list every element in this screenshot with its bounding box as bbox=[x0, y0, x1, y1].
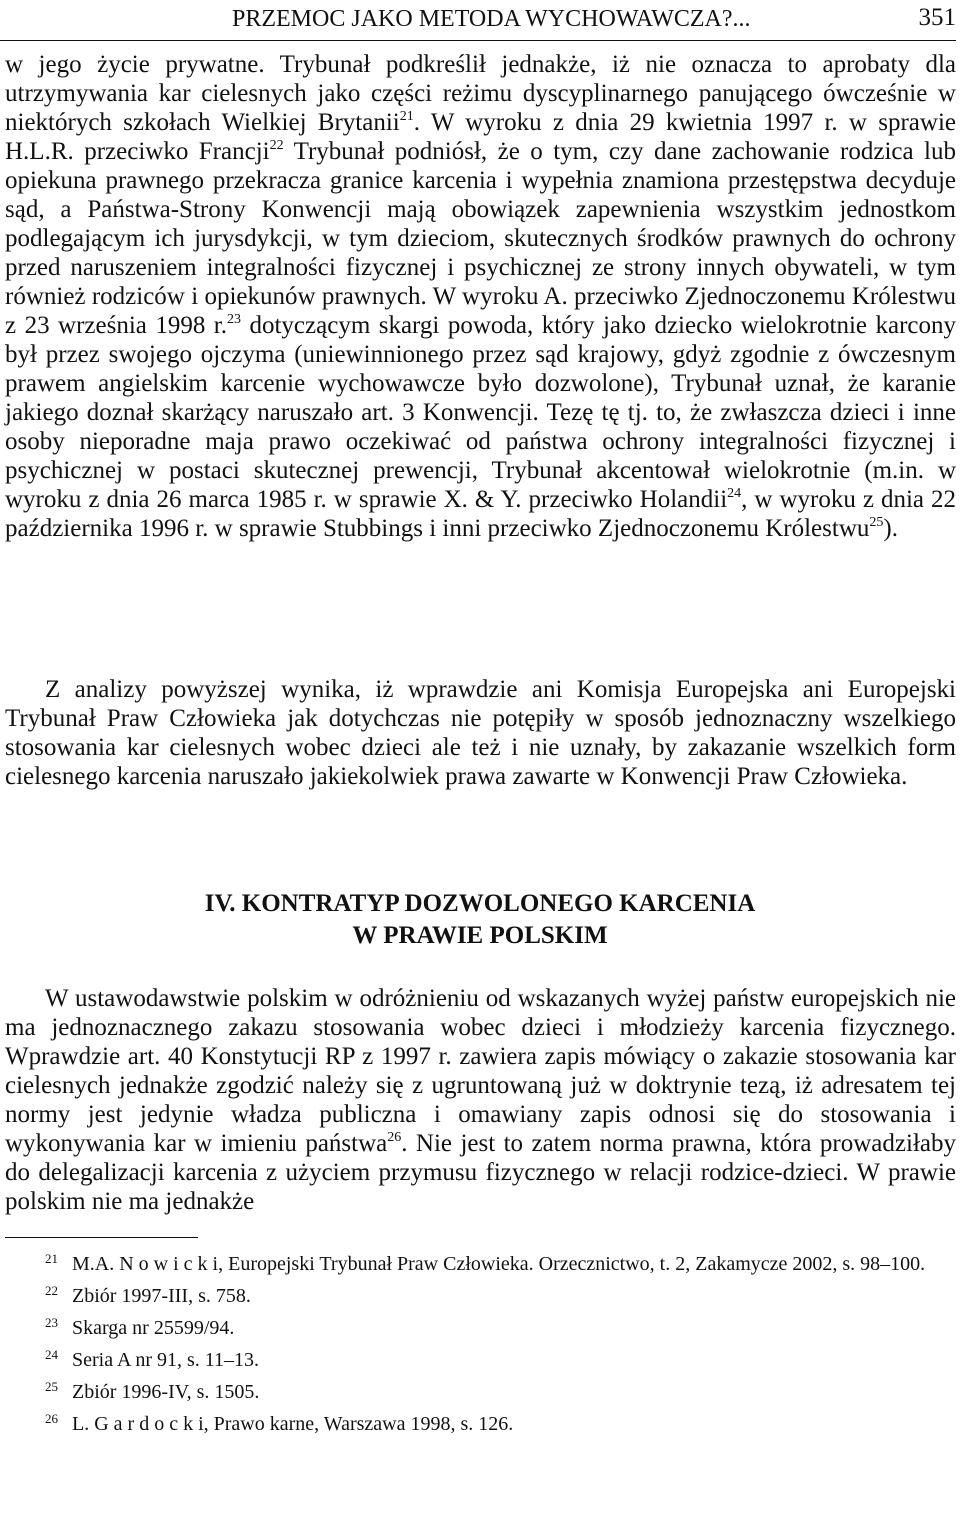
footnote-21 bbox=[5, 1251, 956, 1277]
footnote-text: , Prawo karne, Warszawa 1998, s. 126. bbox=[203, 1413, 514, 1435]
paragraph-2 bbox=[5, 675, 956, 791]
footnote-25 bbox=[5, 1379, 956, 1405]
paragraph-text: . Nie jest to zatem norma prawna, która prowadziłaby do delegalizacji karcenia z użyciem przymusu fizycznego w relacji rodzice-dzieci. W prawie polskim nie ma jednakże bbox=[5, 1130, 956, 1215]
running-header bbox=[0, 0, 956, 41]
footnote-number: 24 bbox=[45, 1347, 58, 1362]
footnote-26 bbox=[5, 1411, 956, 1437]
running-title: PRZEMOC JAKO METODA WYCHOWAWCZA?... bbox=[232, 6, 751, 32]
footnote-ref-22[interactable]: 22 bbox=[269, 138, 284, 153]
footnote-ref-21[interactable]: 21 bbox=[399, 109, 414, 124]
paragraph-3 bbox=[5, 984, 956, 1216]
paragraph-text: w jego życie prywatne. Trybunał podkreślił jednakże, iż nie oznacza to aprobaty dla utrzymywania kar cielesnych jako części reżimu dyscyplinarnego panującego ówcześnie w niektórych szkołach Wielkiej Brytanii bbox=[5, 51, 956, 136]
footnote-ref-23[interactable]: 23 bbox=[227, 312, 242, 327]
paragraph-text: ). bbox=[883, 515, 898, 542]
footnote-text: Skarga nr 25599/94. bbox=[72, 1317, 235, 1339]
paragraph-1 bbox=[5, 50, 956, 543]
paragraph-text: Trybunał podniósł, że o tym, czy dane zachowanie rodzica lub opiekuna prawnego przekracza granice karcenia i wypełnia znamiona przestępstwa decyduje sąd, a Państwa-Strony Konwencji mają obowiązek zapewnienia wszystkim jednostkom podlegającym ich jurysdykcji, w tym dzieciom, skutecznych środków prawnych do ochrony przed naruszeniem integralności fizycznej i psychicznej ze strony innych obywateli, w tym również rodziców i opiekunów prawnych. W wyroku A. przeciwko Zjednoczonemu Królestwu z 23 września 1998 r. bbox=[5, 138, 956, 339]
paragraph-text: Z analizy powyższej wynika, iż wprawdzie ani Komisja Europejska ani Europejski Trybunał Praw Człowieka jak dotychczas nie potępiły w sposób jednoznaczny wszelkiego stosowania kar cielesnych wobec dzieci ale też i nie uznały, by zakazanie wszelkich form cielesnego karcenia naruszało jakiekolwiek prawa zawarte w Konwencji Praw Człowieka. bbox=[5, 676, 956, 790]
footnote-22 bbox=[5, 1283, 956, 1309]
paragraph-text: , w wyroku z dnia 22 października 1996 r. w sprawie Stubbings i inni przeciwko Zjednoczonemu Królestwu bbox=[5, 486, 956, 542]
section-heading-line-1: IV. KONTRATYP DOZWOLONEGO KARCENIA bbox=[204, 890, 756, 917]
footnote-ref-25[interactable]: 25 bbox=[869, 515, 884, 530]
footnote-number: 23 bbox=[45, 1315, 58, 1330]
section-heading bbox=[0, 888, 960, 952]
footnote-author: L. G a r d o c k i bbox=[72, 1413, 204, 1435]
footnote-number: 22 bbox=[45, 1283, 58, 1298]
footnote-text: Zbiór 1996-IV, s. 1505. bbox=[72, 1381, 260, 1403]
footnote-text: Seria A nr 91, s. 11–13. bbox=[72, 1349, 260, 1371]
footnotes bbox=[5, 1251, 956, 1443]
footnote-ref-26[interactable]: 26 bbox=[387, 1130, 402, 1145]
footnote-number: 25 bbox=[45, 1379, 58, 1394]
footnote-author: M.A. N o w i c k i bbox=[72, 1253, 219, 1275]
footnote-24 bbox=[5, 1347, 956, 1373]
footnote-number: 21 bbox=[45, 1251, 58, 1266]
footnote-text: , Europejski Trybunał Praw Człowieka. Orzecznictwo, t. 2, Zakamycze 2002, s. 98–100. bbox=[218, 1253, 926, 1275]
footnote-number: 26 bbox=[45, 1411, 58, 1426]
page-number: 351 bbox=[918, 4, 956, 31]
footnote-ref-24[interactable]: 24 bbox=[727, 486, 742, 501]
paragraph-text: . W wyroku z dnia 29 kwietnia 1997 r. w sprawie H.L.R. przeciwko Francji bbox=[5, 109, 956, 165]
paragraph-text: dotyczącym skargi powoda, który jako dziecko wielokrotnie karcony był przez swojego ojczyma (uniewinnionego przez sąd krajowy, gdyż zgodnie z ówczesnym prawem angielskim karcenie wychowawcze było dozwolone), Trybunał uznał, że karanie jakiego doznał skarżący naruszało art. 3 Konwencji. Tezę tę tj. to, że zwłaszcza dzieci i inne osoby nieporadne maja prawo oczekiwać od państwa ochrony integralności fizycznej i psychicznej w postaci skutecznej prewencji, Trybunał akcentował wielokrotnie (m.in. w wyroku z dnia 26 marca 1985 r. w sprawie X. & Y. przeciwko Holandii bbox=[5, 312, 956, 513]
footnote-separator bbox=[5, 1237, 198, 1238]
paragraph-text: W ustawodawstwie polskim w odróżnieniu od wskazanych wyżej państw europejskich nie ma jednoznacznego zakazu stosowania wobec dzieci i młodzieży karcenia fizycznego. Wprawdzie art. 40 Konstytucji RP z 1997 r. zawiera zapis mówiący o zakazie stosowania kar cielesnych jednakże zgodzić należy się z ugruntowaną już w doktrynie tezą, iż adresatem tej normy jest jedynie władza publiczna i omawiany zapis odnosi się do stosowania i wykonywania kar w imieniu państwa bbox=[5, 985, 956, 1157]
footnote-text: Zbiór 1997-III, s. 758. bbox=[72, 1285, 251, 1307]
section-heading-line-2: W PRAWIE POLSKIM bbox=[352, 922, 608, 949]
footnote-23 bbox=[5, 1315, 956, 1341]
